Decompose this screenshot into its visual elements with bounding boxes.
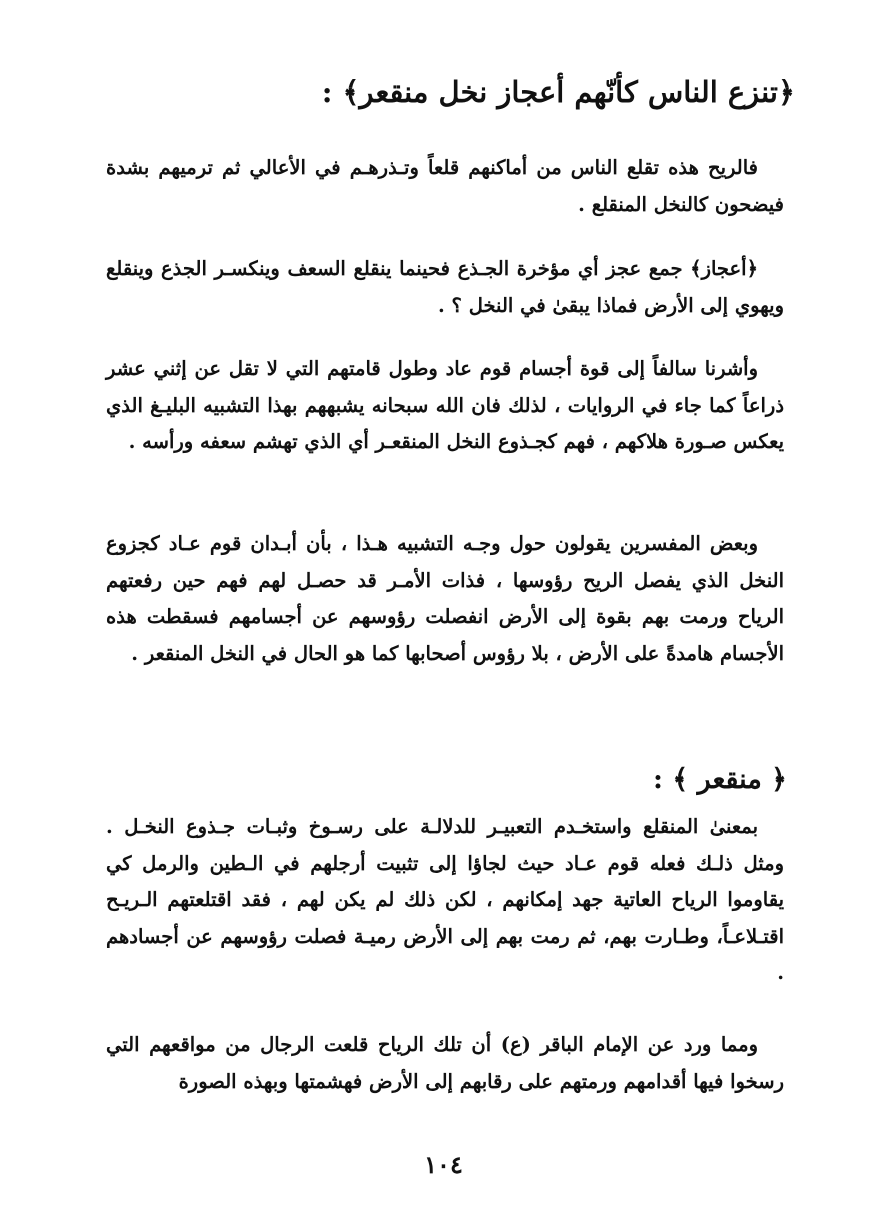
munqaer-subheading: ﴿ منقعر ﴾ : <box>653 764 787 795</box>
paragraph-text: جمع عجز أي مؤخرة الجـذع فحينما ينقلع السعف وينكسـر الجذع وينقلع ويهوي إلى الأرض فماذا يبقىٰ في النخل ؟ . <box>106 257 784 317</box>
paragraph-wind-uproots <box>106 150 784 223</box>
paragraph-munqaer-meaning <box>106 809 784 992</box>
paragraph-imam-baqir-narration <box>106 1027 784 1100</box>
paragraph-text: فالريح هذه تقلع الناس من أماكنهم قلعاً وتـذرهـم في الأعالي ثم ترميهم بشدة فيضحون كالنخل المنقلع . <box>106 156 784 216</box>
page-number: ١٠٤ <box>424 1150 463 1179</box>
paragraph-aad-stature <box>106 351 784 461</box>
paragraph-ajaz-definition <box>106 251 784 324</box>
paragraph-interpreters-view <box>106 526 784 672</box>
paragraph-text: وأشرنا سالفاً إلى قوة أجسام قوم عاد وطول قامتهم التي لا تقل عن إثني عشر ذراعاً كما جاء في الروايات ، لذلك فان الله سبحانه يشبههم بهذا التشبيه البليـغ الذي يعكس صـورة هلاكهم ، فهم كجـذوع النخل المنقعـر أي الذي تهشم سعفه ورأسه . <box>106 357 784 453</box>
verse-heading: ﴿تنزع الناس كأنّهم أعجاز نخل منقعر﴾ : <box>321 75 795 109</box>
keyword-ajaz: ﴿أعجاز﴾ <box>690 257 758 280</box>
paragraph-text: بمعنىٰ المنقلع واستخـدم التعبيـر للدلالـة على رسـوخ وثبـات جـذوع النخـل . ومثل ذلـك فعله قوم عـاد حيث لجاؤا إلى تثبيت أرجلهم في الـطين والرمل كي يقاوموا الرياح العاتية جهد إمكانهم ، لكن ذلك لم يكن لهم ، فقد اقتلعتهم الـريـح اقتـلاعـاً، وطـارت بهم، ثم رمت بهم إلى الأرض رميـة فصلت رؤوسهم عن أجسادهم . <box>106 815 784 984</box>
paragraph-text: ومما ورد عن الإمام الباقر (ع) أن تلك الرياح قلعت الرجال من مواقعهم التي رسخوا فيها أقدامهم ورمتهم على رقابهم إلى الأرض فهشمتها وبهذه الصورة <box>106 1033 784 1093</box>
paragraph-text: وبعض المفسرين يقولون حول وجـه التشبيه هـذا ، بأن أبـدان قوم عـاد كجزوع النخل الذي يفصل الريح رؤوسها ، فذات الأمـر قد حصـل لهم فهم حين رفعتهم الرياح ورمت بهم بقوة إلى الأرض انفصلت رؤوسهم عن أجسامهم فسقطت هذه الأجسام هامدةً على الأرض ، بلا رؤوس أصحابها كما هو الحال في النخل المنقعر . <box>106 532 784 665</box>
